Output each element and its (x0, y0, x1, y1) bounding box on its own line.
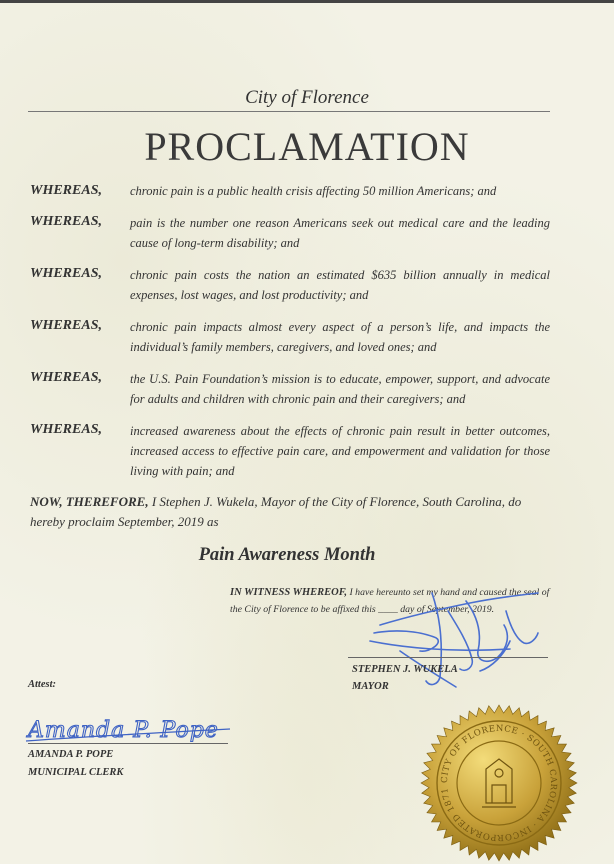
seal-text: CITY OF FLORENCE · SOUTH CAROLINA · INCORPORATED 1871 (439, 723, 559, 843)
city-seal (416, 703, 582, 863)
whereas-label: WHEREAS, (30, 422, 102, 437)
witness-label: IN WITNESS WHEREOF, (230, 587, 348, 598)
whereas-label: WHEREAS, (30, 214, 102, 229)
clerk-title: MUNICIPAL CLERK (28, 767, 124, 778)
clerk-signature (22, 707, 237, 747)
proclaimed-month: Pain Awareness Month (198, 545, 376, 565)
whereas-clause: chronic pain impacts almost every aspect of a person’s life, and impacts the individual’s family members, caregivers, and loved ones; and (130, 320, 550, 354)
whereas-clause: increased awareness about the effects of chronic pain result in better outcomes, increased access to effective pain care, and empowerment and validation for those living with pain; and (130, 424, 550, 478)
witness-text: I have hereunto set my hand and caused the seal of the City of Florence to be affixed this ____ day of September, 2019. (230, 587, 550, 615)
now-therefore-paragraph (30, 492, 552, 532)
city-heading: City of Florence (245, 87, 369, 108)
mayor-title: MAYOR (352, 681, 389, 692)
mayor-signature-line (348, 657, 548, 658)
now-therefore-label: NOW, THEREFORE, (30, 494, 149, 509)
whereas-label: WHEREAS, (30, 370, 102, 385)
whereas-clause: chronic pain costs the nation an estimated $635 billion annually in medical expenses, lost wages, and lost productivity; and (130, 268, 550, 302)
whereas-label: WHEREAS, (30, 266, 102, 281)
proclamation-title: PROCLAMATION (144, 124, 470, 169)
whereas-clause: chronic pain is a public health crisis affecting 50 million Americans; and (130, 184, 497, 198)
mayor-name: STEPHEN J. WUKELA (352, 664, 458, 675)
now-therefore-text: I Stephen J. Wukela, Mayor of the City of Florence, South Carolina, do hereby proclaim September, 2019 as (30, 494, 522, 529)
whereas-clause: pain is the number one reason Americans seek out medical care and the leading cause of long-term disability; and (130, 216, 550, 250)
mayor-block (352, 661, 458, 695)
clerk-name: AMANDA P. POPE (28, 749, 114, 760)
whereas-label: WHEREAS, (30, 318, 102, 333)
clerk-signature-line (28, 743, 228, 744)
whereas-clause: the U.S. Pain Foundation’s mission is to educate, empower, support, and advocate for adults and children with chronic pain and their caregivers; and (130, 372, 550, 406)
header-rule (28, 111, 550, 112)
clerk-signature-text: Amanda P. Pope (28, 718, 219, 743)
attest-label: Attest: (28, 679, 56, 690)
clerk-block (28, 746, 123, 782)
whereas-label: WHEREAS, (30, 183, 102, 198)
